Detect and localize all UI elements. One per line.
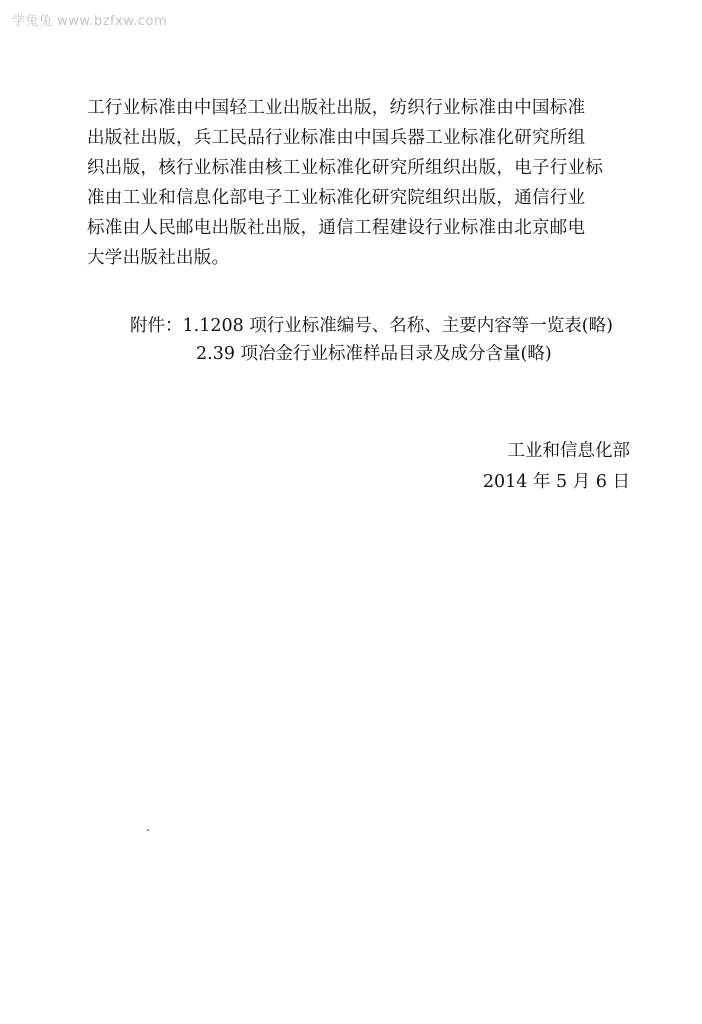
attachment-item-1: 附件：1.1208 项行业标准编号、名称、主要内容等一览表(略) <box>130 316 613 336</box>
scan-speck <box>147 829 149 831</box>
body-line: 大学出版社出版。 <box>87 248 230 268</box>
issue-date: 2014 年 5 月 6 日 <box>482 472 630 492</box>
body-paragraph <box>87 93 627 273</box>
attachments-list <box>130 312 630 368</box>
attachment-item-2: 2.39 项冶金行业标准样品目录及成分含量(略) <box>196 344 552 364</box>
issuer-name: 工业和信息化部 <box>507 441 630 461</box>
body-line: 工行业标准由中国轻工业出版社出版，纺织行业标准由中国标准 <box>87 98 586 118</box>
watermark: 学兔兔 www.bzfxw.com <box>12 14 168 29</box>
body-line: 织出版，核行业标准由核工业标准化研究所组织出版，电子行业标 <box>87 158 604 178</box>
signature-block <box>470 436 630 498</box>
body-line: 标准由人民邮电出版社出版，通信工程建设行业标准由北京邮电 <box>87 218 586 238</box>
body-line: 出版社出版，兵工民品行业标准由中国兵器工业标准化研究所组 <box>87 128 586 148</box>
body-line: 准由工业和信息化部电子工业标准化研究院组织出版，通信行业 <box>87 188 586 208</box>
